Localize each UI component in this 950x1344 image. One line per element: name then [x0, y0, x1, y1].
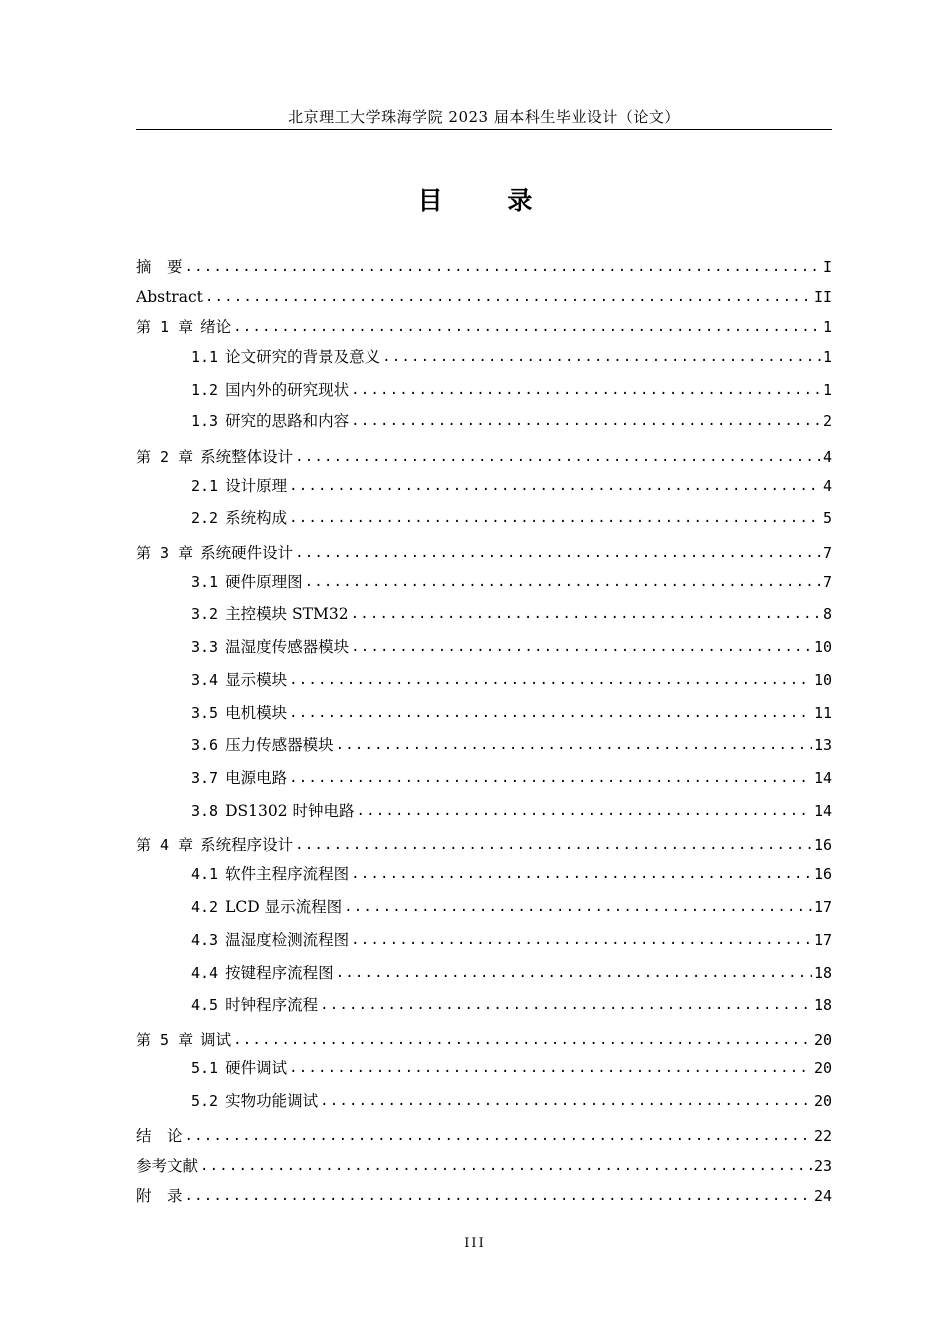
toc-entry-number: 2.2: [191, 509, 219, 527]
toc-entry-number: 3.7: [191, 769, 219, 787]
toc-entry-label: 系统硬件设计: [200, 544, 294, 562]
dot-leader: [233, 1029, 812, 1051]
dot-leader: [200, 1155, 812, 1177]
toc-entry-page-number: 14: [813, 802, 832, 820]
toc-entry-page-number: 4: [822, 477, 832, 495]
toc-entry-chapter[interactable]: [136, 446, 832, 468]
toc-entry-number: 3.2: [191, 605, 219, 623]
toc-entry-page-number: 7: [822, 544, 832, 562]
toc-entry-page-number: 5: [822, 509, 832, 527]
toc-entry-page-number: 8: [822, 605, 832, 623]
toc-entry-label: 摘 要: [136, 258, 183, 276]
toc-entry-label: 主控模块 STM32: [225, 605, 349, 623]
dot-leader: [351, 636, 812, 658]
toc-entry-number: 4.4: [191, 964, 219, 982]
dot-leader: [382, 346, 821, 368]
dot-leader: [205, 286, 812, 308]
toc-entry-label: 调试: [200, 1031, 232, 1049]
toc-entry-number: 3.5: [191, 704, 219, 722]
toc-entry-number: 1.1: [191, 348, 219, 366]
dot-leader: [351, 603, 821, 625]
toc-entry-label: 论文研究的背景及意义: [225, 348, 381, 366]
toc-entry-label: 温湿度检测流程图: [225, 931, 350, 949]
toc-entry-number: 2.1: [191, 477, 219, 495]
toc-entry-label: 系统构成: [225, 509, 288, 527]
dot-leader: [295, 834, 812, 856]
toc-entry-chapter[interactable]: [136, 316, 832, 338]
toc-entry-page-number: 13: [813, 736, 832, 754]
toc-entry-label: 系统整体设计: [200, 448, 294, 466]
dot-leader: [289, 1057, 812, 1079]
toc-entry-number: 第 2 章: [136, 448, 194, 466]
toc-entry-page-number: 10: [813, 638, 832, 656]
toc-entry-number: 4.3: [191, 931, 219, 949]
page-number: III: [464, 1236, 486, 1251]
toc-entry-label: 电源电路: [225, 769, 288, 787]
toc-entry-label: Abstract: [136, 288, 203, 306]
toc-entry-label: 结 论: [136, 1127, 183, 1145]
toc-entry-page-number: 10: [813, 671, 832, 689]
toc-entry-section[interactable]: [191, 702, 832, 724]
toc-entry-label: 硬件原理图: [225, 573, 303, 591]
toc-entry-page-number: 20: [813, 1059, 832, 1077]
toc-entry-page-number: 18: [813, 996, 832, 1014]
toc-entry-section[interactable]: [191, 507, 832, 529]
toc-entry-section[interactable]: [191, 475, 832, 497]
dot-leader: [289, 767, 812, 789]
toc-entry-page-number: II: [813, 288, 832, 306]
toc-entry-section[interactable]: [191, 994, 832, 1016]
toc-entry-page-number: 24: [813, 1187, 832, 1205]
toc-entry-number: 4.2: [191, 898, 219, 916]
toc-entry-label: 显示模块: [225, 671, 288, 689]
toc-entry-page-number: 22: [813, 1127, 832, 1145]
toc-entry-label: 研究的思路和内容: [225, 412, 350, 430]
toc-entry-page-number: 2: [822, 412, 832, 430]
toc-entry-label: 按键程序流程图: [225, 964, 334, 982]
toc-entry-page-number: 18: [813, 964, 832, 982]
table-of-contents: [136, 0, 832, 1344]
toc-entry-chapter[interactable]: [136, 834, 832, 856]
dot-leader: [351, 410, 821, 432]
toc-entry-number: 第 4 章: [136, 836, 194, 854]
dot-leader: [351, 863, 812, 885]
dot-leader: [295, 542, 821, 564]
toc-entry-label: 压力传感器模块: [225, 736, 334, 754]
toc-entry-page-number: 1: [822, 318, 832, 336]
dot-leader: [320, 1090, 812, 1112]
toc-entry-label: 绪论: [200, 318, 232, 336]
page-header: 北京理工大学珠海学院 2023 届本科生毕业设计（论文）: [288, 108, 680, 126]
dot-leader: [351, 929, 812, 951]
toc-entry-page-number: 14: [813, 769, 832, 787]
toc-entry-page-number: 20: [813, 1031, 832, 1049]
toc-entry-number: 4.5: [191, 996, 219, 1014]
toc-entry-chapter[interactable]: [136, 1125, 832, 1147]
dot-leader: [344, 896, 812, 918]
toc-entry-section[interactable]: [191, 636, 832, 658]
toc-entry-page-number: 11: [813, 704, 832, 722]
toc-entry-number: 第 5 章: [136, 1031, 194, 1049]
toc-entry-section[interactable]: [191, 571, 832, 593]
toc-entry-section[interactable]: [191, 896, 832, 918]
toc-entry-label: 时钟程序流程: [225, 996, 319, 1014]
dot-leader: [357, 800, 812, 822]
toc-entry-chapter[interactable]: [136, 542, 832, 564]
toc-entry-page-number: 16: [813, 836, 832, 854]
toc-entry-label: 硬件调试: [225, 1059, 288, 1077]
toc-entry-section[interactable]: [191, 962, 832, 984]
toc-entry-section[interactable]: [191, 410, 832, 432]
toc-entry-page-number: 17: [813, 931, 832, 949]
toc-entry-label: DS1302 时钟电路: [225, 802, 355, 820]
toc-entry-section[interactable]: [191, 800, 832, 822]
toc-entry-label: 温湿度传感器模块: [225, 638, 350, 656]
dot-leader: [289, 702, 812, 724]
toc-entry-page-number: 20: [813, 1092, 832, 1110]
toc-entry-chapter[interactable]: [136, 256, 832, 278]
toc-entry-number: 1.2: [191, 381, 219, 399]
toc-entry-number: 第 3 章: [136, 544, 194, 562]
toc-entry-section[interactable]: [191, 767, 832, 789]
dot-leader: [305, 571, 821, 593]
toc-entry-chapter[interactable]: [136, 286, 832, 308]
dot-leader: [351, 379, 821, 401]
toc-entry-number: 3.4: [191, 671, 219, 689]
toc-entry-number: 3.3: [191, 638, 219, 656]
dot-leader: [295, 446, 821, 468]
toc-entry-number: 3.8: [191, 802, 219, 820]
toc-entry-chapter[interactable]: [136, 1185, 832, 1207]
toc-entry-number: 4.1: [191, 865, 219, 883]
toc-entry-section[interactable]: [191, 1090, 832, 1112]
toc-entry-page-number: 16: [813, 865, 832, 883]
toc-entry-label: 附 录: [136, 1187, 183, 1205]
toc-entry-page-number: 1: [822, 348, 832, 366]
toc-entry-label: 电机模块: [225, 704, 288, 722]
dot-leader: [233, 316, 821, 338]
toc-entry-page-number: 4: [822, 448, 832, 466]
toc-entry-label: 设计原理: [225, 477, 288, 495]
dot-leader: [185, 1185, 812, 1207]
toc-entry-number: 5.1: [191, 1059, 219, 1077]
toc-entry-section[interactable]: [191, 734, 832, 756]
toc-entry-number: 5.2: [191, 1092, 219, 1110]
toc-entry-number: 3.1: [191, 573, 219, 591]
dot-leader: [289, 507, 821, 529]
toc-entry-label: 参考文献: [136, 1157, 199, 1175]
toc-title: 目 录: [417, 186, 561, 215]
toc-entry-chapter[interactable]: [136, 1155, 832, 1177]
toc-entry-section[interactable]: [191, 863, 832, 885]
toc-entry-page-number: 23: [813, 1157, 832, 1175]
dot-leader: [185, 256, 821, 278]
toc-entry-number: 3.6: [191, 736, 219, 754]
toc-entry-page-number: 1: [822, 381, 832, 399]
dot-leader: [336, 734, 812, 756]
dot-leader: [336, 962, 812, 984]
toc-entry-label: 国内外的研究现状: [225, 381, 350, 399]
toc-entry-label: 软件主程序流程图: [225, 865, 350, 883]
toc-entry-page-number: 7: [822, 573, 832, 591]
dot-leader: [289, 669, 812, 691]
toc-entry-page-number: I: [822, 258, 832, 276]
toc-entry-section[interactable]: [191, 1057, 832, 1079]
dot-leader: [185, 1125, 812, 1147]
toc-entry-label: 实物功能调试: [225, 1092, 319, 1110]
toc-entry-label: 系统程序设计: [200, 836, 294, 854]
toc-entry-section[interactable]: [191, 379, 832, 401]
toc-entry-section[interactable]: [191, 929, 832, 951]
toc-entry-page-number: 17: [813, 898, 832, 916]
dot-leader: [289, 475, 821, 497]
toc-entry-section[interactable]: [191, 603, 832, 625]
toc-entry-chapter[interactable]: [136, 1029, 832, 1051]
dot-leader: [320, 994, 812, 1016]
toc-entry-section[interactable]: [191, 346, 832, 368]
toc-entry-section[interactable]: [191, 669, 832, 691]
toc-entry-number: 第 1 章: [136, 318, 194, 336]
toc-entry-label: LCD 显示流程图: [225, 898, 343, 916]
toc-entry-number: 1.3: [191, 412, 219, 430]
